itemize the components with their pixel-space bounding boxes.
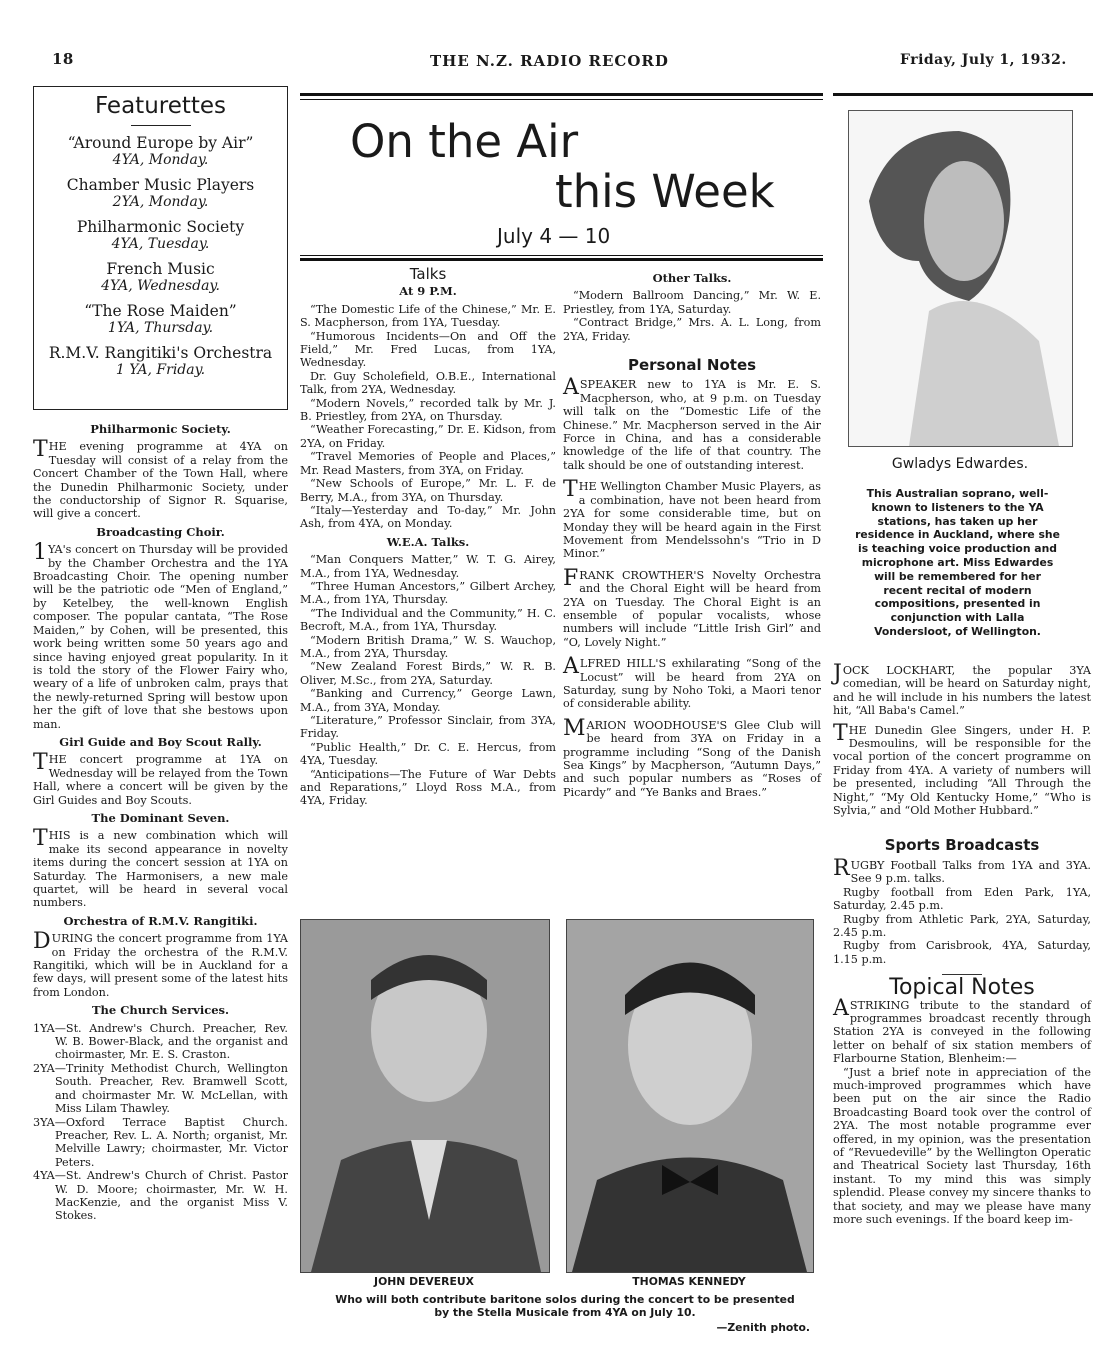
featurette-item bbox=[34, 260, 287, 294]
guide-text: THE concert programme at 1YA on Wednesday will be relayed from the Town Hall, where a concert will be given by the Girl Guides and Boy Scouts. bbox=[33, 750, 288, 807]
other-talk-item: “Contract Bridge,” Mrs. A. L. Long, from 2YA, Friday. bbox=[563, 316, 821, 343]
church-list bbox=[33, 1022, 288, 1223]
talk-item: “New Schools of Europe,” Mr. L. F. de Berry, M.A., from 3YA, on Thursday. bbox=[300, 477, 556, 504]
personal-note: FRANK CROWTHER'S Novelty Orchestra and the Choral Eight will be heard from 2YA on Tuesday. The Choral Eight is an ensemble of popular vocalists, whose numbers will include “Little Irish Girl” and “O, Lovely Night.” bbox=[563, 565, 821, 649]
soprano-name: Gwladys Edwardes. bbox=[891, 456, 1029, 472]
topical-heading: Topical Notes bbox=[889, 975, 1035, 1001]
featurette-schedule: 1YA, Thursday. bbox=[107, 320, 214, 336]
wea-talk-item: “Public Health,” Dr. C. E. Hercus, from 4YA, Tuesday. bbox=[300, 740, 556, 768]
featurettes-title: Featurettes bbox=[94, 93, 227, 119]
other-talks-heading: Other Talks. bbox=[652, 271, 732, 285]
featurette-schedule: 4YA, Wednesday. bbox=[101, 278, 220, 294]
wea-talk-item: “New Zealand Forest Birds,” W. R. B. Oliver, M.Sc., from 2YA, Saturday. bbox=[300, 660, 556, 687]
topical-note: “Just a brief note in appreciation of the much-improved programmes which have been put on the air since the Radio Broadcasting Board took over the control of 2YA. The most notable programme ever offered, in my opinion, was the presentation of “Revuedeville” by the Wellington Operatic and Theatrical Society last Thursday, 16th instant. To my mind this was simply splendid. Please convey my sincere thanks to that society, and may we please have many more such evenings. If the board keep im- bbox=[833, 1065, 1091, 1227]
sports-item: Rugby from Athletic Park, 2YA, Saturday, 2.45 p.m. bbox=[833, 912, 1091, 939]
jock-text: JOCK LOCKHART, the popular 3YA comedian, will be heard on Saturday night, and he will include in his numbers the latest hit, “All Baba's Camel.” bbox=[833, 661, 1091, 718]
photo-left-name: JOHN DEVEREUX bbox=[374, 1275, 474, 1288]
featurette-schedule: 1 YA, Friday. bbox=[115, 362, 206, 378]
title-rule-bottom-thin bbox=[300, 255, 823, 256]
photo-caption: Who will both contribute baritone solos during the concert to be presented by the Stella Musicale from 4YA on July 10. bbox=[335, 1293, 795, 1319]
title-rule-bottom bbox=[300, 258, 823, 261]
main-title-line1: On the Air bbox=[350, 115, 579, 168]
orchestra-text: DURING the concert programme from 1YA on Friday the orchestra of the R.M.V. Rangitiki, which will be in Auckland for a few days, will present some of the latest hits from London. bbox=[33, 929, 288, 999]
portrait-photo-soprano bbox=[849, 111, 1072, 446]
title-rule-top bbox=[300, 93, 823, 96]
photo-credit: —Zenith photo. bbox=[716, 1321, 810, 1334]
right-column bbox=[833, 661, 1091, 1227]
talk-item: “Italy—Yesterday and To-day,” Mr. John Ash, from 4YA, on Monday. bbox=[300, 503, 556, 531]
glee-text: THE Dunedin Glee Singers, under H. P. Desmoulins, will be responsible for the vocal portion of the concert programme on Friday from 4YA. A variety of numbers will be presented, including “All Through the Night,” “My Old Kentucky Home,” “Who is Sylvia,” and “Old Mother Hubbard.” bbox=[833, 720, 1091, 818]
talk-item: “Travel Memories of People and Places,” Mr. Read Masters, from 3YA, on Friday. bbox=[300, 450, 556, 477]
portrait-photo-left bbox=[301, 920, 549, 1272]
featurette-schedule: 4YA, Tuesday. bbox=[111, 236, 210, 252]
featurette-item bbox=[34, 134, 287, 168]
featurette-name: Chamber Music Players bbox=[66, 176, 255, 194]
featurette-item bbox=[34, 344, 287, 378]
topical-note: ASTRIKING tribute to the standard of programmes broadcast recently through Station 2YA is conveyed in the following letter on behalf of six station members of Flarbourne Station, Blenheim:— bbox=[833, 995, 1091, 1066]
choir-text: 1YA's concert on Thursday will be provided by the Chamber Orchestra and the 1YA Broadcasting Choir. The opening number will be the patriotic ode “Men of England,” by Ketelbey, the well-known English composer. The popular cantata, “The Rose Maiden,” by Cohen, will be presented, this work being written some 50 years ago and since having enjoyed great popularity. In it is told the story of the Flower Fairy who, weary of a life of unbroken calm, prays that the newly-returned Spring will bestow upon her the gift of love that she bestows upon man. bbox=[33, 540, 288, 731]
photo-gwladys-edwardes bbox=[848, 110, 1073, 447]
personal-note: THE Wellington Chamber Music Players, as a combination, have not been heard from 2YA for some considerable time, but on Monday they will be heard again in the First Movement from Mendelssohn's “Trio in D Minor.” bbox=[563, 477, 821, 561]
talk-item: “The Domestic Life of the Chinese,” Mr. E. S. Macpherson, from 1YA, Tuesday. bbox=[300, 302, 556, 330]
seven-text: THIS is a new combination which will make its second appearance in novelty items during the concert session at 1YA on Saturday. The Harmonisers, a new male quartet, will be heard in several vocal numbers. bbox=[33, 826, 288, 910]
sports-heading: Sports Broadcasts bbox=[884, 836, 1040, 855]
talks-heading: Talks bbox=[409, 265, 447, 283]
featurettes-list bbox=[34, 134, 287, 378]
talk-item: “Humorous Incidents—On and Off the Field,” Mr. Fred Lucas, from 1YA, Wednesday. bbox=[300, 329, 556, 370]
photo-john-devereux bbox=[300, 919, 550, 1273]
church-heading: The Church Services. bbox=[91, 1003, 230, 1018]
featurettes-divider bbox=[131, 125, 191, 126]
personal-notes-list bbox=[563, 375, 821, 799]
choir-heading: Broadcasting Choir. bbox=[96, 524, 225, 539]
page-number: 18 bbox=[52, 50, 74, 68]
sports-list bbox=[833, 855, 1091, 966]
sports-item: RUGBY Football Talks from 1YA and 3YA. See 9 p.m. talks. bbox=[833, 855, 1091, 886]
other-talk-item: “Modern Ballroom Dancing,” Mr. W. E. Priestley, from 1YA, Saturday. bbox=[563, 289, 821, 316]
featurette-name: “Around Europe by Air” bbox=[67, 134, 254, 152]
philharmonic-text: THE evening programme at 4YA on Tuesday will consist of a relay from the Concert Chamber of the Town Hall, where the Dunedin Philharmonic Society, under the conductorship of Signor R. Squarise, will give a concert. bbox=[33, 437, 288, 521]
talks-list bbox=[300, 303, 556, 531]
personal-note: ALFRED HILL'S exhilarating “Song of the Locust” will be heard from 2YA on Saturday, sung by Noho Toki, a Maori tenor of considerable ability. bbox=[563, 654, 821, 711]
photo-thomas-kennedy bbox=[566, 919, 814, 1273]
featurette-name: Philharmonic Society bbox=[76, 218, 245, 236]
wea-talk-item: “Three Human Ancestors,” Gilbert Archey, M.A., from 1YA, Thursday. bbox=[300, 579, 556, 607]
church-service-item: 4YA—St. Andrew's Church of Christ. Pastor W. D. Moore; choirmaster, Mr. W. H. MacKenzie, and the organist Miss V. Stokes. bbox=[33, 1169, 288, 1223]
wea-talk-item: “The Individual and the Community,” H. C. Becroft, M.A., from 1YA, Thursday. bbox=[300, 606, 556, 634]
issue-date: Friday, July 1, 1932. bbox=[900, 52, 1067, 68]
talks-column bbox=[300, 265, 556, 808]
portrait-photo-right bbox=[567, 920, 813, 1272]
talk-item: Dr. Guy Scholefield, O.B.E., International Talk, from 2YA, Wednesday. bbox=[300, 369, 556, 397]
wea-heading: W.E.A. Talks. bbox=[386, 534, 470, 549]
topical-list bbox=[833, 995, 1091, 1227]
featurette-name: R.M.V. Rangitiki's Orchestra bbox=[48, 344, 273, 362]
guide-heading: Girl Guide and Boy Scout Rally. bbox=[59, 734, 262, 749]
title-rule-top-thin bbox=[300, 99, 823, 100]
photo-right-name: THOMAS KENNEDY bbox=[632, 1275, 746, 1288]
featurette-name: “The Rose Maiden” bbox=[84, 302, 237, 320]
church-service-item: 1YA—St. Andrew's Church. Preacher, Rev. W. B. Bower-Black, and the organist and choirmaster, Mr. E. S. Craston. bbox=[33, 1021, 288, 1062]
left-column bbox=[33, 418, 288, 1223]
featurette-item bbox=[34, 218, 287, 252]
main-title-dates: July 4 — 10 bbox=[497, 224, 611, 248]
notes-column bbox=[563, 272, 821, 807]
talk-item: “Weather Forecasting,” Dr. E. Kidson, from 2YA, on Friday. bbox=[300, 423, 556, 450]
personal-notes-heading: Personal Notes bbox=[627, 356, 757, 375]
personal-note: ASPEAKER new to 1YA is Mr. E. S. Macpherson, who, at 9 p.m. on Tuesday will talk on the “Domestic Life of the Chinese.” Mr. Macpherson served in the Air Force in China, and has a considerable knowledge of the life of that country. The talk should be one of outstanding interest. bbox=[563, 375, 821, 472]
soprano-caption: This Australian soprano, well-known to listeners to the YA stations, has taken up her residence in Auckland, where she is teaching voice production and microphone art. Miss Edwardes will be remembered for her recent recital of modern compositions, presented in conjunction with Lalla Vondersloot, of Wellington. bbox=[855, 487, 1060, 638]
wea-talk-item: “Modern British Drama,” W. S. Wauchop, M.A., from 2YA, Thursday. bbox=[300, 633, 556, 660]
wea-talk-item: “Man Conquers Matter,” W. T. G. Airey, M.A., from 1YA, Wednesday. bbox=[300, 553, 556, 580]
wea-talk-item: “Anticipations—The Future of War Debts and Reparations,” Lloyd Ross M.A., from 4YA, Friday. bbox=[300, 767, 556, 808]
wea-talk-item: “Literature,” Professor Sinclair, from 3YA, Friday. bbox=[300, 714, 556, 741]
talk-item: “Modern Novels,” recorded talk by Mr. J. B. Priestley, from 2YA, on Thursday. bbox=[300, 396, 556, 424]
wea-talk-item: “Banking and Currency,” George Lawn, M.A., from 3YA, Monday. bbox=[300, 687, 556, 714]
church-service-item: 2YA—Trinity Methodist Church, Wellington South. Preacher, Rev. Bramwell Scott, and choirmaster Mr. W. McLellan, with Miss Lilam Thawley. bbox=[33, 1061, 288, 1116]
talks-subheading: At 9 P.M. bbox=[399, 284, 457, 299]
featurette-item bbox=[34, 176, 287, 210]
other-talks-list bbox=[563, 289, 821, 343]
featurettes-box bbox=[33, 86, 288, 410]
featurette-item bbox=[34, 302, 287, 336]
church-service-item: 3YA—Oxford Terrace Baptist Church. Preacher, Rev. L. A. North; organist, Mr. Melville Lawry; choirmaster, Mr. Victor Peters. bbox=[33, 1115, 288, 1169]
sports-item: Rugby from Carisbrook, 4YA, Saturday, 1.15 p.m. bbox=[833, 939, 1091, 966]
orchestra-heading: Orchestra of R.M.V. Rangitiki. bbox=[63, 913, 258, 928]
publication-title: THE N.Z. RADIO RECORD bbox=[430, 52, 669, 70]
sports-item: Rugby football from Eden Park, 1YA, Saturday, 2.45 p.m. bbox=[833, 885, 1091, 913]
main-title-line2: this Week bbox=[555, 165, 775, 218]
featurette-schedule: 4YA, Monday. bbox=[112, 152, 209, 168]
featurette-name: French Music bbox=[106, 260, 215, 278]
seven-heading: The Dominant Seven. bbox=[91, 810, 230, 825]
philharmonic-heading: Philharmonic Society. bbox=[90, 422, 231, 436]
wea-list bbox=[300, 553, 556, 808]
featurette-schedule: 2YA, Monday. bbox=[112, 194, 209, 210]
personal-note: MARION WOODHOUSE'S Glee Club will be heard from 3YA on Friday in a programme including “Song of the Danish Sea Kings” by Macpherson, “Autumn Days,” and such popular numbers as “Roses of Picardy” and “Ye Banks and Braes.” bbox=[563, 715, 821, 799]
